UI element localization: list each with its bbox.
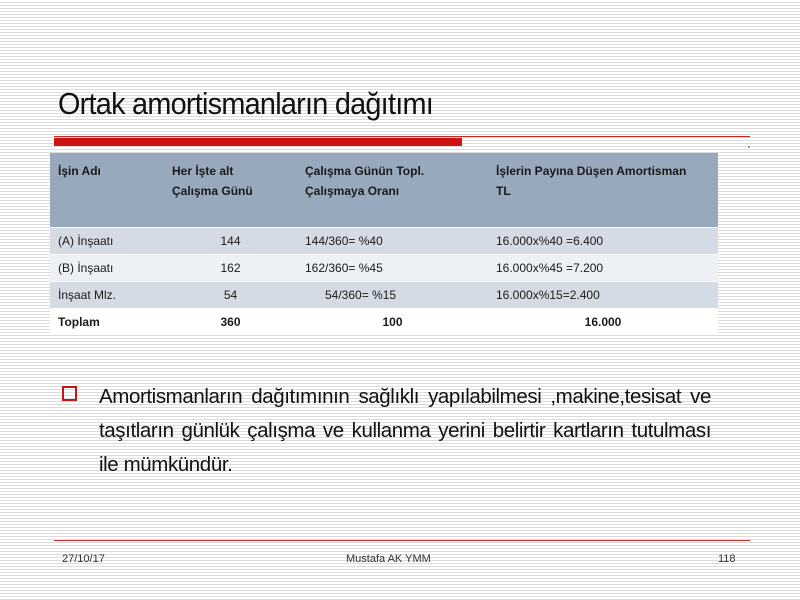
cell-total-ratio: 100 xyxy=(297,309,488,336)
header-ratio xyxy=(297,153,488,228)
title-underline-thick xyxy=(54,138,462,146)
header-amount xyxy=(488,153,718,228)
header-work-days-line2: Çalışma Günü xyxy=(172,184,253,198)
header-job-name xyxy=(50,153,164,228)
title-underline-dot xyxy=(748,146,750,148)
cell-ratio: 54/360= %15 xyxy=(297,282,488,309)
cell-total-days: 360 xyxy=(164,309,297,336)
table-row xyxy=(50,282,718,309)
cell-amount: 16.000x%45 =7.200 xyxy=(488,255,718,282)
cell-work-days: 54 xyxy=(164,282,297,309)
cell-work-days: 144 xyxy=(164,228,297,255)
bullet-text: Amortismanların dağıtımının sağlıklı yapılabilmesi ,makine,tesisat ve taşıtların günlük çalışma ve kullanma yerini belirtir kartların tutulması ile mümkündür. xyxy=(99,385,711,476)
slide-title: Ortak amortismanların dağıtımı xyxy=(58,86,434,121)
footer-author: Mustafa AK YMM xyxy=(346,553,431,565)
bullet-square-icon xyxy=(62,386,77,401)
table-total-row xyxy=(50,309,718,336)
footer-page-number: 118 xyxy=(718,553,736,565)
header-ratio-line1: Çalışma Günün Topl. xyxy=(305,164,425,178)
cell-job-name: (A) İnşaatı xyxy=(50,228,164,255)
cell-job-name: İnşaat Mlz. xyxy=(50,282,164,309)
cell-amount: 16.000x%15=2.400 xyxy=(488,282,718,309)
table-row xyxy=(50,255,718,282)
header-work-days xyxy=(164,153,297,228)
header-ratio-line2: Çalışmaya Oranı xyxy=(305,184,400,198)
header-job-name-line1: İşin Adı xyxy=(58,164,101,178)
table-row xyxy=(50,228,718,255)
cell-ratio: 144/360= %40 xyxy=(297,228,488,255)
cell-job-name: (B) İnşaatı xyxy=(50,255,164,282)
header-amount-line1: İşlerin Payına Düşen Amortisman xyxy=(496,164,687,178)
title-underline-thin xyxy=(54,136,750,137)
footer-date: 27/10/17 xyxy=(62,553,105,565)
cell-work-days: 162 xyxy=(164,255,297,282)
cell-total-label: Toplam xyxy=(50,309,164,336)
cell-total-amount: 16.000 xyxy=(488,309,718,336)
footer-divider xyxy=(54,540,750,541)
table-header-row xyxy=(50,153,718,228)
depreciation-table xyxy=(50,153,718,335)
header-amount-line2: TL xyxy=(496,184,511,198)
header-work-days-line1: Her İşte alt xyxy=(172,164,234,178)
cell-amount: 16.000x%40 =6.400 xyxy=(488,228,718,255)
cell-ratio: 162/360= %45 xyxy=(297,255,488,282)
